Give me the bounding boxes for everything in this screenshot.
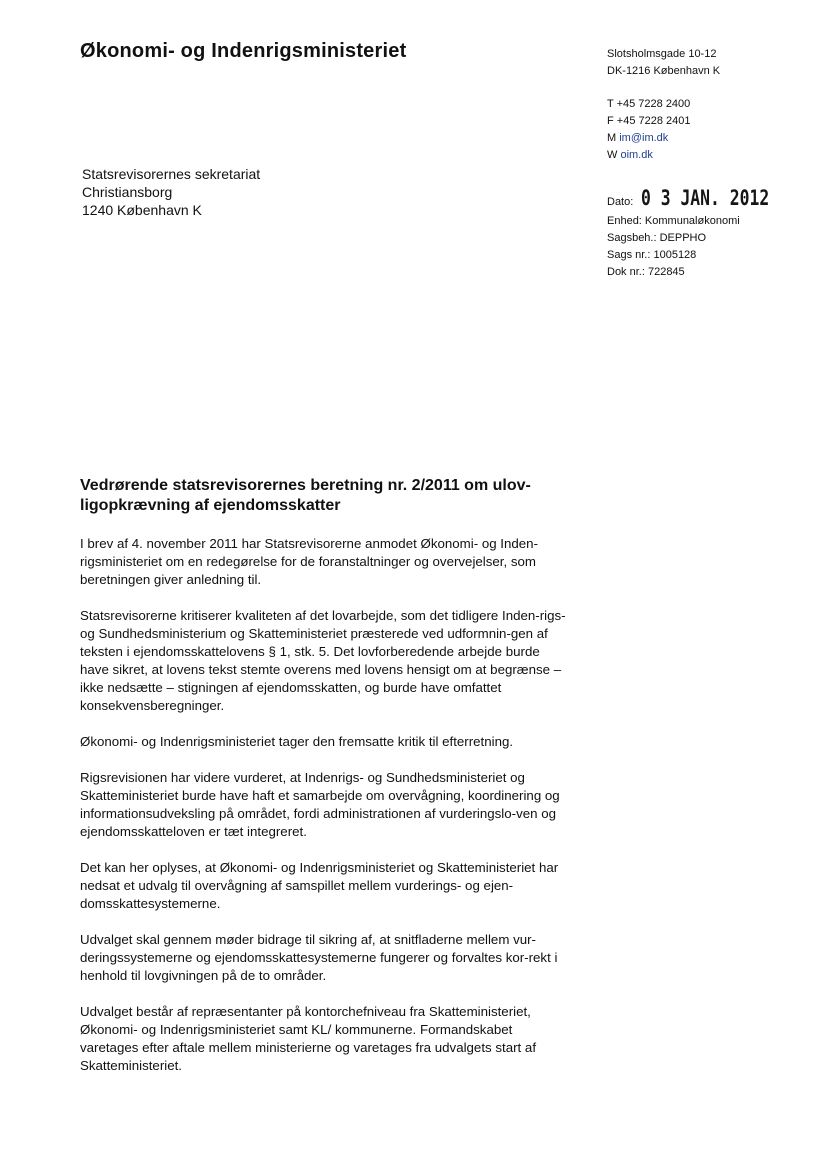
letter-body xyxy=(80,535,566,1093)
letter-meta xyxy=(607,186,806,281)
address-street: Slotsholmsgade 10-12 xyxy=(607,48,717,60)
case-officer-line: Sagsbeh.: DEPPHO xyxy=(607,232,707,244)
body-paragraph: I brev af 4. november 2011 har Statsrevisorerne anmodet Økonomi- og Inden-rigsministeriet om en redegørelse for de foranstaltninger og overvejelser, som beretningen giver anledning til. xyxy=(80,536,539,587)
body-paragraph: Rigsrevisionen har videre vurderet, at Indenrigs- og Sundhedsministeriet og Skatteministeriet burde have haft et samarbejde om overvågning, koordinering og informationsudveksling på området, fordi administrationen af vurderingslo-ven og ejendomsskatteloven er tæt integreret. xyxy=(80,770,560,839)
mail-prefix: M xyxy=(607,132,617,144)
date-row xyxy=(607,186,806,211)
recipient-city: 1240 København K xyxy=(82,202,202,218)
recipient-building: Christiansborg xyxy=(82,184,173,200)
date-stamp: 0 3 JAN. 2012 xyxy=(641,186,770,210)
fax-number: F +45 7228 2401 xyxy=(607,115,691,127)
document-number-line: Dok nr.: 722845 xyxy=(607,266,685,278)
body-paragraph: Det kan her oplyses, at Økonomi- og Indenrigsministeriet og Skatteministeriet har nedsat et udvalg til overvågning af samspillet mellem vurderings- og ejen-domsskattesystemerne. xyxy=(80,860,559,911)
ministry-name: Økonomi- og Indenrigsministeriet xyxy=(80,40,407,62)
web-line xyxy=(607,147,720,164)
website-link[interactable]: oim.dk xyxy=(620,149,653,161)
email-link[interactable]: im@im.dk xyxy=(619,132,669,144)
body-paragraph: Økonomi- og Indenrigsministeriet tager den fremsatte kritik til efterretning. xyxy=(80,734,514,749)
case-number-line: Sags nr.: 1005128 xyxy=(607,249,697,261)
recipient-name: Statsrevisorernes sekretariat xyxy=(82,166,261,182)
phone-number: T +45 7228 2400 xyxy=(607,98,691,110)
mail-line xyxy=(607,130,720,147)
body-paragraph: Statsrevisorerne kritiserer kvaliteten af det lovarbejde, som det tidligere Inden-rigs- og Sundhedsministerium og Skatteministeriet præsterede ved udformnin-gen af teksten i ejendomsskattelovens § 1, stk. 5. Det lovforberedende arbejde burde have sikret, at lovens tekst stemte overens med lovens hensigt om at begrænse – ikke nedsætte – stigningen af ejendomsskatten, og burde have omfattet konsekvensberegninger. xyxy=(80,608,566,713)
body-paragraph: Udvalget består af repræsentanter på kontorchefniveau fra Skatteministeriet, Økonomi- og Indenrigsministeriet samt KL/ kommunerne. Formandskabet varetages efter aftale mellem ministerierne og varetages fra udvalgets start af Skatteministeriet. xyxy=(80,1004,537,1073)
body-paragraph: Udvalget skal gennem møder bidrage til sikring af, at snitfladerne mellem vur-deringssystemerne og ejendomsskattesystemerne fungerer og forvaltes kor-rekt i henhold til lovgivningen på de to områder. xyxy=(80,932,558,983)
address-city: DK-1216 København K xyxy=(607,65,721,77)
spacer xyxy=(607,80,720,96)
web-prefix: W xyxy=(607,149,618,161)
contact-block xyxy=(607,46,720,164)
date-label: Dato: xyxy=(607,196,634,208)
recipient-address xyxy=(82,165,260,219)
letter-subject: Vedrørende statsrevisorernes beretning nr. 2/2011 om ulov-ligopkrævning af ejendomsskatter xyxy=(80,477,531,514)
unit-line: Enhed: Kommunaløkonomi xyxy=(607,215,740,227)
